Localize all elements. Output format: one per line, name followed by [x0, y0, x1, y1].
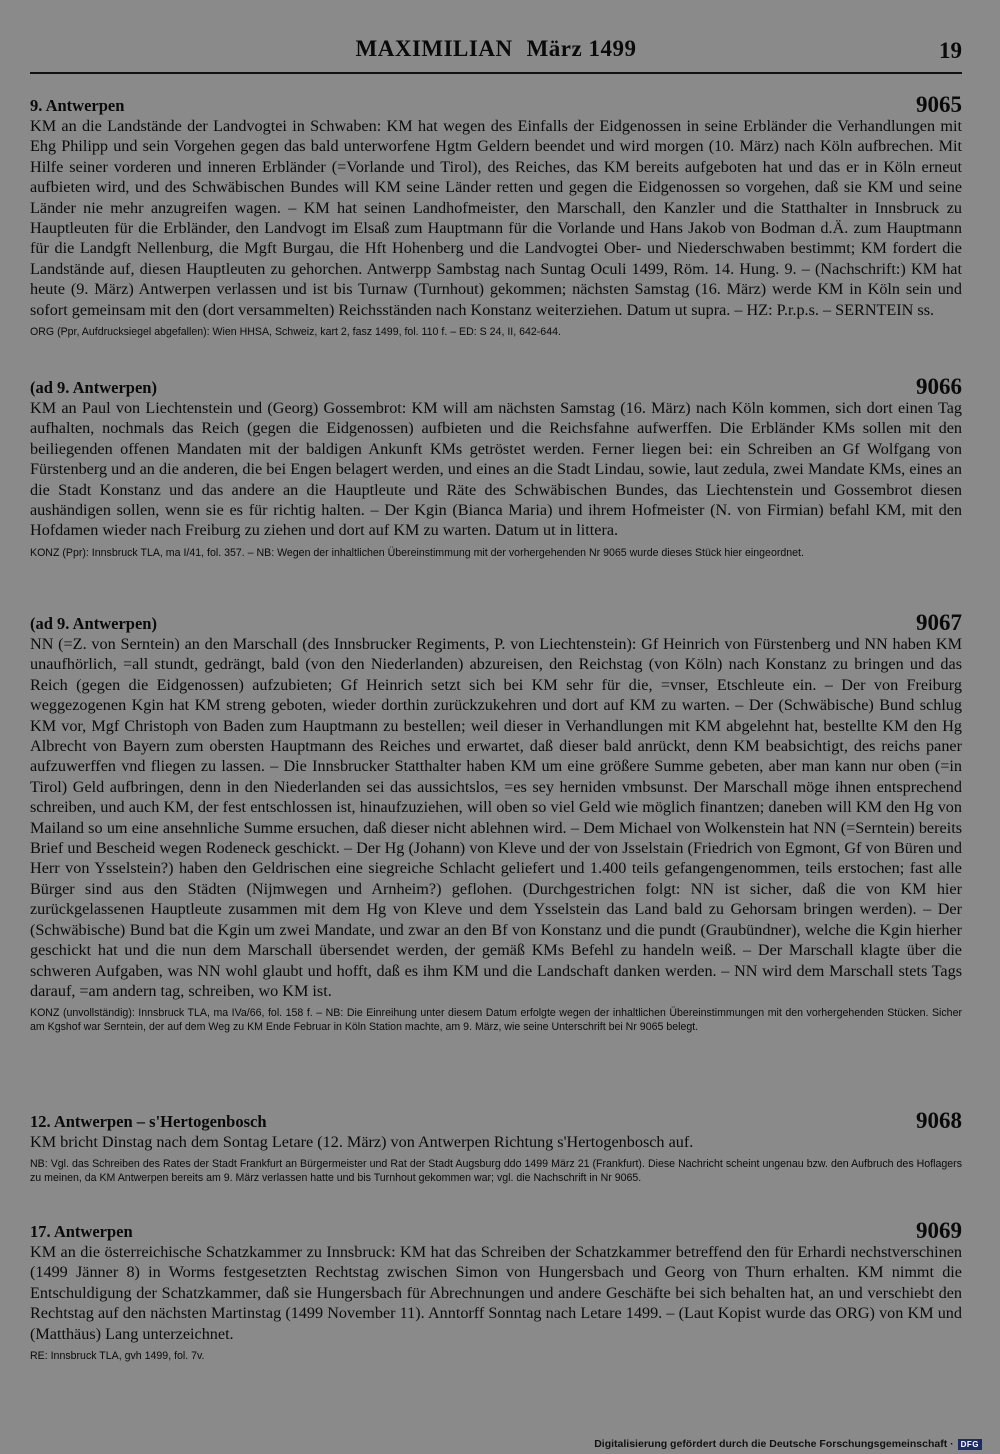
entry-source-note: KONZ (Ppr): Innsbruck TLA, ma I/41, fol. 357. – NB: Wegen der inhaltlichen Übereinstimmung mit der vorhergehenden Nr 9065 wurde dieses Stück hier eingeordnet. [30, 546, 804, 559]
entry-9068 [30, 1108, 962, 1185]
entry-number: 9068 [916, 1108, 962, 1133]
entry-9066 [30, 374, 962, 560]
running-header [30, 36, 962, 74]
entry-number: 9067 [916, 610, 962, 635]
entry-9067 [30, 610, 962, 1034]
entry-number: 9069 [916, 1218, 962, 1243]
entry-date: 12. Antwerpen – s'Hertogenbosch [30, 1112, 267, 1131]
entry-heading [30, 374, 962, 398]
header-month: März 1499 [526, 36, 637, 61]
dfg-logo-icon: DFG [958, 1439, 982, 1450]
entry-date: (ad 9. Antwerpen) [30, 378, 157, 397]
entry-date: 9. Antwerpen [30, 96, 125, 115]
entry-heading [30, 610, 962, 634]
page-title [30, 36, 962, 62]
entry-text: KM bricht Dinstag nach dem Sontag Letare (12. März) von Antwerpen Richtung s'Hertogenbosch auf. [30, 1133, 694, 1151]
entry-number: 9065 [916, 92, 962, 117]
entry-9069 [30, 1218, 962, 1363]
entry-text: KM an Paul von Liechtenstein und (Georg) Gossembrot: KM will am nächsten Samstag (16. März) nach Köln kommen, sich dort einen Tag aufhalten, nochmals das Reich (gegen die Eidgenossen) aufbieten und die Reichsfahne aufwerffen. Die Erbländer KMs sollen mit den beiliegenden offenen Mandaten mit der baldigen Ankunft KMs getröstet werden. Ferner liegen bei: ein Schreiben an Gf Wolfgang von Fürstenberg und an die anderen, die bei Engen belagert werden, und eines an die Stadt Lindau, sowie, laut zedula, zwei Mandate KMs, eines an die Stadt Konstanz und das andere an die Hauptleute und Räte des Schwäbischen Bundes, das Liechtenstein und Gossembrot diesen aushändigen sollen, wenn sie es für richtig halten. – Der Kgin (Bianca Maria) und ihrem Hofmeister (N. von Firmian) befahl KM, mit den Hofdamen wieder nach Freiburg zu ziehen und dort auf KM zu warten. Datum ut in littera. [30, 399, 962, 540]
header-name: MAXIMILIAN [355, 36, 513, 61]
entry-date: 17. Antwerpen [30, 1222, 133, 1241]
entry-source-note: ORG (Ppr, Aufdrucksiegel abgefallen): Wien HHSA, Schweiz, kart 2, fasz 1499, fol. 110 f. – ED: S 24, II, 642-644. [30, 326, 561, 339]
entry-9065 [30, 92, 962, 339]
entry-text: KM an die Landstände der Landvogtei in Schwaben: KM hat wegen des Einfalls der Eidgenossen in seine Erbländer die Verhandlungen mit Ehg Philipp und sein Vorgehen gegen das bald unterworfene Hgtm Geldern beendet und wird morgen (10. März) nach Köln aufbrechen. Mit Hilfe seiner vorderen und inneren Erbländer (=Vorlande und Tirol), des Reiches, das KM bereits aufgeboten hat und das er in Köln erneut aufbieten wird, und des Schwäbischen Bundes will KM seine Länder retten und gegen die Eidgenossen so vorgehen, daß sie KM und seine Länder nie mehr anzugreifen wagen. – KM hat seinen Landhofmeister, den Marschall, den Kanzler und die Statthalter in Innsbruck zu Hauptleuten für die Erbländer, den Landvogt im Elsaß zum Hauptmann für die Vorlande und Hans Jakob von Bodman d.Ä. zum Hauptmann für die Landgft Nellenburg, die Mgft Burgau, die Hft Hohenberg und die Landvogtei Ober- und Niederschwaben bestimmt; KM fordert die Landstände auf, diesen Hauptleuten zu gehorchen. Antwerpp Sambstag nach Suntag Oculi 1499, Röm. 14. Hung. 9. – (Nachschrift:) KM hat heute (9. März) Antwerpen verlassen und ist bis Turnaw (Turnhout) gekommen; nächsten Samstag (16. März) werde KM in Köln sein und sofort gemeinsam mit den (dort versammelten) Reichsständen nach Konstanz weiterziehen. Datum ut supra. – HZ: P.r.p.s. – SERNTEIN ss. [30, 117, 962, 319]
entry-text: KM an die österreichische Schatzkammer zu Innsbruck: KM hat das Schreiben der Schatzkammer betreffend den für Erhardi nechstverschinen (1499 Jänner 8) in Worms festgesetzten Rechtstag zwischen Simon von Hungersbach und Georg von Thurn erhalten. KM nimmt die Entschuldigung der Schatzkammer, daß sie Hungersbach für Abrechnungen und andere Geschäfte bei sich behalten hat, an und verschiebt den Rechtstag auf den nächsten Martinstag (1499 November 11). Anntorff Sonntag nach Letare 1499. – (Laut Kopist wurde das ORG) von KM und (Matthäus) Lang unterzeichnet. [30, 1243, 962, 1343]
entry-heading [30, 1218, 962, 1242]
page-number: 19 [939, 38, 962, 63]
entry-source-note: KONZ (unvollständig): Innsbruck TLA, ma IVa/66, fol. 158 f. – NB: Die Einreihung unter diesem Datum erfolgte wegen der inhaltlichen Übereinstimmungen mit den vorhergehenden Stücken. Sicher am Kgshof war Serntein, der auf dem Weg zu KM Ende Februar in Köln Station machte, am 9. März, wie seine Unterschrift bei Nr 9065 belegt. [30, 1007, 962, 1034]
entry-source-note: NB: Vgl. das Schreiben des Rates der Stadt Frankfurt an Bürgermeister und Rat der Stadt Augsburg ddo 1499 März 21 (Frankfurt). Diese Nachricht scheint ungenau bzw. den Aufbruch des Hoflagers zu meinen, da KM Antwerpen bereits am 9. März verlassen hatte und bis Turnhout gekommen war; vgl. die Nachschrift in Nr 9065. [30, 1158, 962, 1185]
entry-heading [30, 1108, 962, 1132]
entry-heading [30, 92, 962, 116]
funding-footer [594, 1437, 982, 1451]
entry-date: (ad 9. Antwerpen) [30, 614, 157, 633]
entry-source-note: RE: Innsbruck TLA, gvh 1499, fol. 7v. [30, 1350, 205, 1363]
footer-text: Digitalisierung gefördert durch die Deutsche Forschungsgemeinschaft · [594, 1438, 954, 1450]
entry-text: NN (=Z. von Serntein) an den Marschall (des Innsbrucker Regiments, P. von Liechtenstein): Gf Heinrich von Fürstenberg und NN haben KM unaufhörlich, =all stundt, gedrängt, bald (von den Niederlanden) abzureisen, den Reichstag (von Köln) nach Konstanz zu bringen und das Reich (gegen die Eidgenossen) aufzubieten; Gf Heinrich setzt sich bei KM sehr für die, =vnser, Etschleute ein. – Der von Freiburg weggezogenen Kgin hat KM streng geboten, wieder dorthin zurückzukehren und dort auf KM zu warten. – Der (Schwäbische) Bund schlug KM vor, Mgf Christoph von Baden zum Hauptmann zu bestellen; weil dieser in Verhandlungen mit KM abgelehnt hat, bestellte KM den Hg Albrecht von Bayern zum obersten Hauptmann des Reiches und erwartet, daß dieser bald anrückt, denn KM beabsichtigt, des reichs paner aufzuwerffen vnd fliegen zu lassen. – Die Innsbrucker Statthalter haben KM um eine größere Summe gebeten, aber man kann nur oben (=in Tirol) Geld aufbringen, denn in den Niederlanden sei das aussichtslos, =es sey herniden vmbsunst. Der Marschall möge ihnen entsprechend schreiben, und auch KM, der fest entschlossen ist, hinaufzuziehen, will oben so viel Geld wie möglich finantzen; daneben will KM den Hg von Mailand so um eine ansehnliche Summe ersuchen, daß dieser nicht ablehnen wird. – Dem Michael von Wolkenstein hat NN (=Serntein) bereits Brief und Bescheid wegen Rodeneck geschickt. – Der Hg (Johann) von Kleve und der von Jsselstain (Friedrich von Egmont, Gf von Büren und Herr von Ysselstein?) haben den Geldrischen eine siegreiche Schlacht geliefert und 1.400 teils gefangengenommen, teils erstochen; fast alle Bürger sind aus den Städten (Nijmwegen und Arnheim?) geflohen. (Durchgestrichen folgt: NN ist sicher, daß die von KM hier zurückgelassenen Hauptleute zusammen mit dem Hg von Kleve und dem Ysselstein das Land bald zu Gehorsam bringen werden). – Der (Schwäbische) Bund bat die Kgin um zwei Mandate, und zwar an den Bf von Konstanz und die pundt (Graubündner), welche die Kgin hierher geschickt hat und die nun dem Marschall übersendet werden, der gemäß KMs Befehl zu handeln weiß. – Der Marschall klagte über die schweren Aufgaben, was NN wohl glaubt und hofft, daß es ihm KM und die Landschaft danken werden. – NN wird dem Marschall stets Tags darauf, =am andern tag, schreiben, wo KM ist. [30, 635, 962, 1000]
entry-number: 9066 [916, 374, 962, 399]
